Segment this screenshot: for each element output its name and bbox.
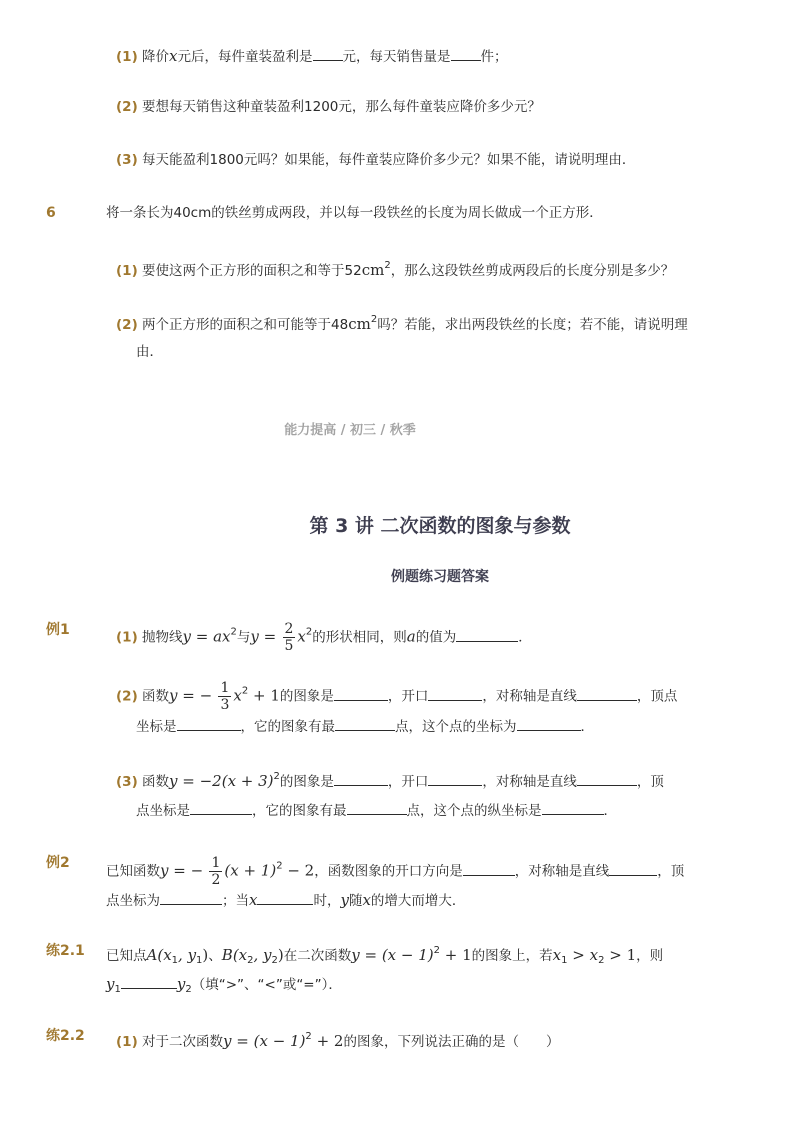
q6-part1: (1) 要使这两个正方形的面积之和等于$52cm^2$，那么这段铁丝剪成两段后的长度分别是多少？ [116,260,675,279]
answer-blank [456,627,518,642]
p22-part1: (1) 对于二次函数$y = (x - 1)^2 + 2$的图象，下列说法正确的是（ ） [116,1031,560,1050]
ex1-part2: (2) 函数y = − $\frac{1}{3}$ $x^2 + 1$的图象是 ，开口 ，对称轴是直线 ，顶点 [116,680,678,713]
question-number: 6 [46,205,56,221]
part-number: (2) [116,688,138,705]
answer-blank [257,890,313,905]
answer-blank [428,771,482,786]
answer-blank [190,800,252,815]
lesson-subtitle: 例题练习题答案 [391,569,489,585]
p21-line2: $y_1$ $y_2$（填“>”、“<”或“=”）． [106,975,342,995]
part-number: (1) [116,629,138,646]
part-number: (1) [116,263,138,279]
answer-blank [542,800,604,815]
ex1-part1: (1) 抛物线$y = ax^2$与y = $\frac{2}{5}$ $x^2$的形状相同，则a的值为 ． [116,621,532,654]
part-number: (1) [116,49,138,65]
part-number: (2) [116,99,138,115]
answer-blank [334,686,388,701]
example-label: 例1 [46,622,70,638]
answer-blank [577,686,637,701]
ex1-part3: (3) 函数$y = -2(x + 3)^2$的图象是 ，开口 ，对称轴是直线 ，顶 [116,771,664,790]
answer-blank [160,890,222,905]
answer-blank [121,974,177,989]
q5-part3: (3) 每天能盈利1800元吗？如果能，每件童装应降价多少元？如果不能，请说明理由． [116,152,636,168]
example-label: 例2 [46,855,70,871]
answer-blank [463,861,515,876]
q5-part1: (1) 降价x元后，每件童装盈利是 元，每天销售量是 件； [116,47,508,65]
answer-blank [428,686,482,701]
practice-label: 练2.1 [46,943,85,959]
q6-part2-cont: 由． [136,344,163,360]
practice-label: 练2.2 [46,1028,85,1044]
answer-blank [451,46,481,61]
ex2-line2: 点坐标为 ；当x 时，y随x的增大而增大． [106,891,466,909]
answer-blank [334,771,388,786]
answer-blank [577,771,637,786]
q6-stem: 将一条长为40cm的铁丝剪成两段，并以每一段铁丝的长度为周长做成一个正方形． [106,205,603,221]
answer-blank [313,46,343,61]
fraction: $\frac{2}{5}$ [284,621,294,654]
answer-blank [335,716,395,731]
p21-line1: 已知点$A(x_1$, $y_1$)、$B(x_2$, $y_2$)在二次函数$y = (x - 1)^2 + 1$的图象上，若$x_1 > x_2 > 1$，则 [106,945,664,966]
answer-blank [347,800,407,815]
answer-blank [609,861,657,876]
part-number: (3) [116,152,138,168]
ex1-part3-cont: 点坐标是 ，它的图象有最 点，这个点的纵坐标是 ． [136,800,617,821]
answer-blank [177,716,241,731]
part-number: (1) [116,1034,138,1050]
ex1-part2-cont: 坐标是 ，它的图象有最 点，这个点的坐标为 ． [136,716,594,737]
lesson-title: 第 3 讲 二次函数的图象与参数 [309,515,571,537]
q6-part2: (2) 两个正方形的面积之和可能等于$48cm^2$吗？若能，求出两段铁丝的长度；若不能，请说明理 [116,314,688,333]
page-footer: 能力提高 / 初三 / 秋季 [284,423,416,438]
part-number: (3) [116,774,138,790]
fraction: $\frac{1}{2}$ [211,855,221,888]
q5-part2: (2) 要想每天销售这种童装盈利1200元，那么每件童装应降价多少元？ [116,99,541,115]
ex2-line1: 已知函数y = − $\frac{1}{2}$ $(x + 1)^2 - 2$，函数图象的开口方向是 ，对称轴是直线 ，顶 [106,855,685,888]
fraction: $\frac{1}{3}$ [220,680,230,713]
part-number: (2) [116,317,138,333]
answer-blank [517,716,581,731]
